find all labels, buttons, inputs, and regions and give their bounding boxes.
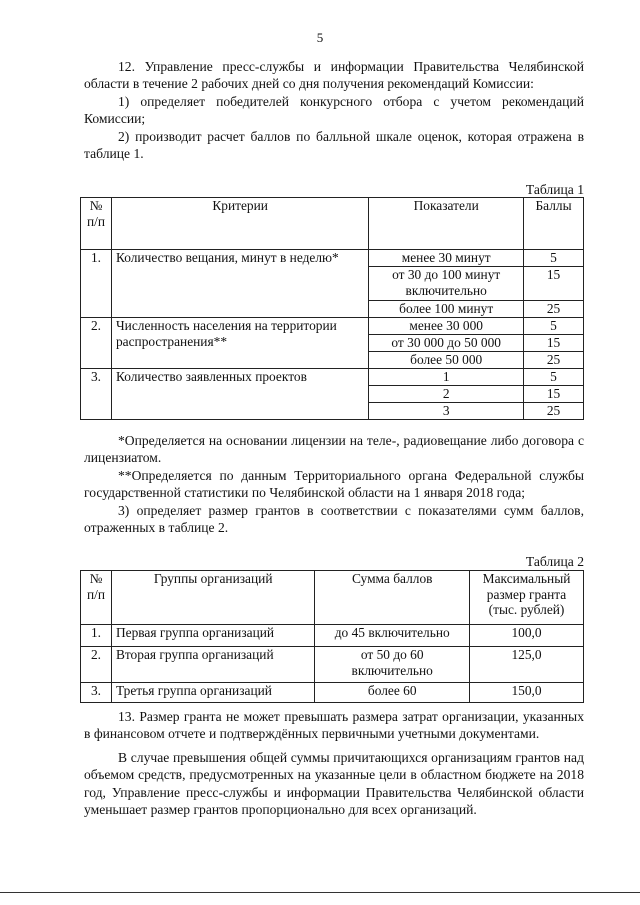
table-1-cell-criteria: Количество вещания, минут в неделю* — [111, 250, 368, 318]
table-1-cell-num: 2. — [81, 318, 112, 369]
table-1-cell-indicator: 3 — [369, 403, 524, 420]
table-1-cell-num: 1. — [81, 250, 112, 318]
table-2-cell-sum: более 60 — [315, 683, 470, 703]
table-1 — [80, 197, 584, 420]
section-13-text: 13. Размер гранта не может превышать размера затрат организации, указанных в финансовом отчете и подтверждённых первичными учетными документами. — [84, 709, 584, 742]
table-1-cell-score: 25 — [524, 352, 584, 369]
table-2-cell-group: Вторая группа организаций — [111, 647, 314, 683]
table-1-cell-score: 25 — [524, 301, 584, 318]
table-1-cell-score: 15 — [524, 386, 584, 403]
table-row — [81, 647, 584, 683]
table-2-cell-num: 3. — [81, 683, 112, 703]
table-2-cell-max: 125,0 — [470, 647, 584, 683]
section-12-intro: 12. Управление пресс-службы и информации Правительства Челябинской области в течение 2 рабочих дней со дня получения рекомендаций Комиссии: — [84, 59, 584, 92]
table-1-cell-score: 5 — [524, 250, 584, 267]
section-12-item-3: 3) определяет размер грантов в соответствии с показателями сумм баллов, отраженных в таблице 2. — [84, 502, 584, 536]
table-2-cell-num: 1. — [81, 625, 112, 647]
table-1-header-indicators: Показатели — [369, 198, 524, 250]
table-1-cell-indicator: более 50 000 — [369, 352, 524, 369]
section-13-excess: В случае превышения общей суммы причитающихся организациям грантов над объемом средств, предусмотренных на указанные цели в областном бюджете на 2018 год, Управление пресс-службы и информации Правительства Челябинской области уменьшает размер грантов пропорционально для всех организаций. — [84, 749, 584, 818]
table-2-cell-sum: от 50 до 60 включительно — [315, 647, 470, 683]
table-1-header — [81, 198, 584, 250]
table-2-header-sum: Сумма баллов — [315, 571, 470, 625]
table-1-caption: Таблица 1 — [525, 182, 584, 197]
table-2-cell-max: 100,0 — [470, 625, 584, 647]
table-1-cell-indicator: менее 30 000 — [369, 318, 524, 335]
table-1-cell-score: 15 — [524, 335, 584, 352]
table-1-cell-indicator: от 30 до 100 минут включительно — [369, 267, 524, 301]
table-row — [81, 683, 584, 703]
table-1-cell-score: 25 — [524, 403, 584, 420]
table-2-caption: Таблица 2 — [525, 554, 584, 569]
footnote-1: *Определяется на основании лицензии на теле-, радиовещание либо договора с лицензиатом. — [84, 433, 584, 466]
section-12-item-1: 1) определяет победителей конкурсного отбора с учетом рекомендаций Комиссии; — [84, 93, 584, 127]
table-2-cell-group: Третья группа организаций — [111, 683, 314, 703]
bottom-border-line — [0, 892, 640, 893]
section-13 — [84, 708, 584, 818]
table-2-header-max: Максимальный размер гранта (тыс. рублей) — [470, 571, 584, 625]
table-1-cell-criteria: Численность населения на территории распространения** — [111, 318, 368, 369]
table-1-header-criteria: Критерии — [111, 198, 368, 250]
table-1-cell-indicator: 2 — [369, 386, 524, 403]
table-2-cell-sum: до 45 включительно — [315, 625, 470, 647]
table-2-cell-group: Первая группа организаций — [111, 625, 314, 647]
table-row — [81, 250, 584, 267]
table-1-cell-indicator: 1 — [369, 369, 524, 386]
table-2 — [80, 570, 584, 703]
table-1-cell-indicator: от 30 000 до 50 000 — [369, 335, 524, 352]
table-row — [81, 369, 584, 386]
table-1-cell-score: 15 — [524, 267, 584, 301]
table-2-header-group: Группы организаций — [111, 571, 314, 625]
table-1-cell-indicator: более 100 минут — [369, 301, 524, 318]
table-2-header-num: № п/п — [81, 571, 112, 625]
table-1-cell-criteria: Количество заявленных проектов — [111, 369, 368, 420]
table-1-header-num: № п/п — [81, 198, 112, 250]
table-1-cell-indicator: менее 30 минут — [369, 250, 524, 267]
section-12 — [84, 58, 584, 162]
table-row — [81, 318, 584, 335]
table-2-header — [81, 571, 584, 625]
table-1-cell-num: 3. — [81, 369, 112, 420]
table-2-cell-num: 2. — [81, 647, 112, 683]
page-number: 5 — [316, 30, 324, 45]
table-1-cell-score: 5 — [524, 318, 584, 335]
footnote-2: **Определяется по данным Территориального органа Федеральной службы государственной статистики по Челябинской области на 1 января 2018 года; — [84, 467, 584, 501]
table-2-cell-max: 150,0 — [470, 683, 584, 703]
footnotes — [84, 432, 584, 536]
section-12-item-2: 2) производит расчет баллов по балльной шкале оценок, которая отражена в таблице 1. — [84, 128, 584, 162]
table-1-header-score: Баллы — [524, 198, 584, 250]
table-1-cell-score: 5 — [524, 369, 584, 386]
table-row — [81, 625, 584, 647]
